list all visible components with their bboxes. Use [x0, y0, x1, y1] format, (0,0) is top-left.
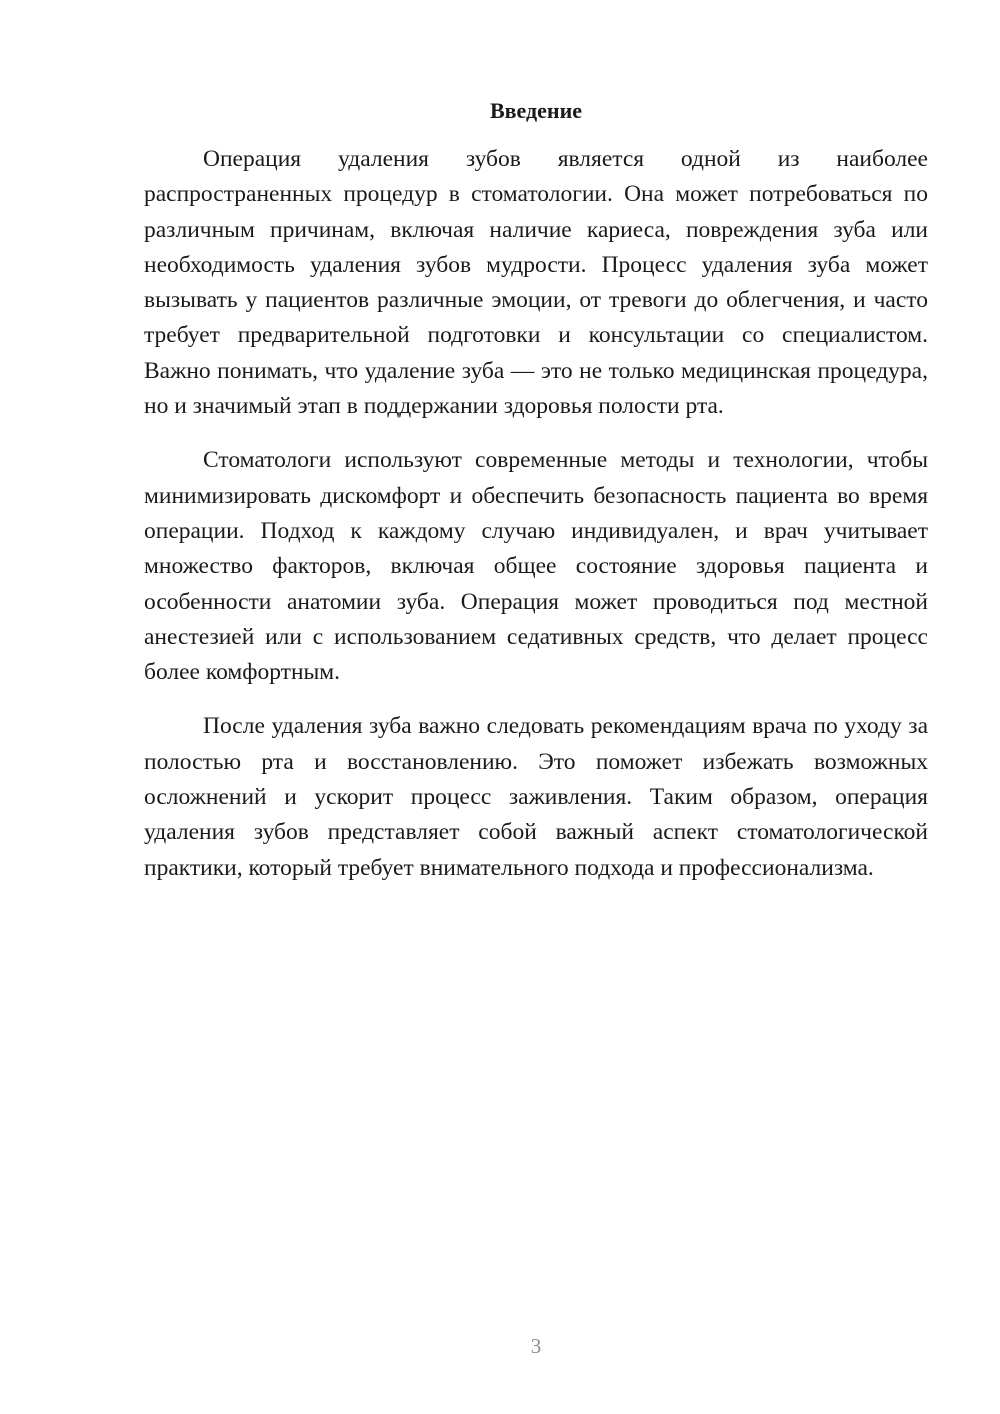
- body-text: [144, 142, 928, 905]
- section-heading: Введение: [489, 98, 583, 123]
- paragraph-2: Стоматологи используют современные методы и технологии, чтобы минимизировать дискомфорт и обеспечить безопасность пациента во время операции. Подход к каждому случаю индивидуален, и врач учитывает множество факторов, включая общее состояние здоровья пациента и особенности анатомии зуба. Операция может проводиться под местной анестезией или с использованием седативных средств, что делает процесс более комфортным.: [144, 447, 928, 686]
- page-number: 3: [530, 1334, 542, 1358]
- paragraph-3: После удаления зуба важно следовать рекомендациям врача по уходу за полостью рта и восстановлению. Это поможет избежать возможных осложнений и ускорит процесс заживления. Таким образом, операция удаления зубов представляет собой важный аспект стоматологической практики, который требует внимательного подхода и профессионализма.: [144, 713, 928, 881]
- paragraph-1: Операция удаления зубов является одной из наиболее распространенных процедур в стоматологии. Она может потребоваться по различным причинам, включая наличие кариеса, повреждения зуба или необходимость удаления зубов мудрости. Процесс удаления зуба может вызывать у пациентов различные эмоции, от тревоги до облегчения, и часто требует предварительной подготовки и консультации со специалистом. Важно понимать, что удаление зуба — это не только медицинская процедура, но и значимый этап в поддержании здоровья полости рта.: [144, 146, 928, 420]
